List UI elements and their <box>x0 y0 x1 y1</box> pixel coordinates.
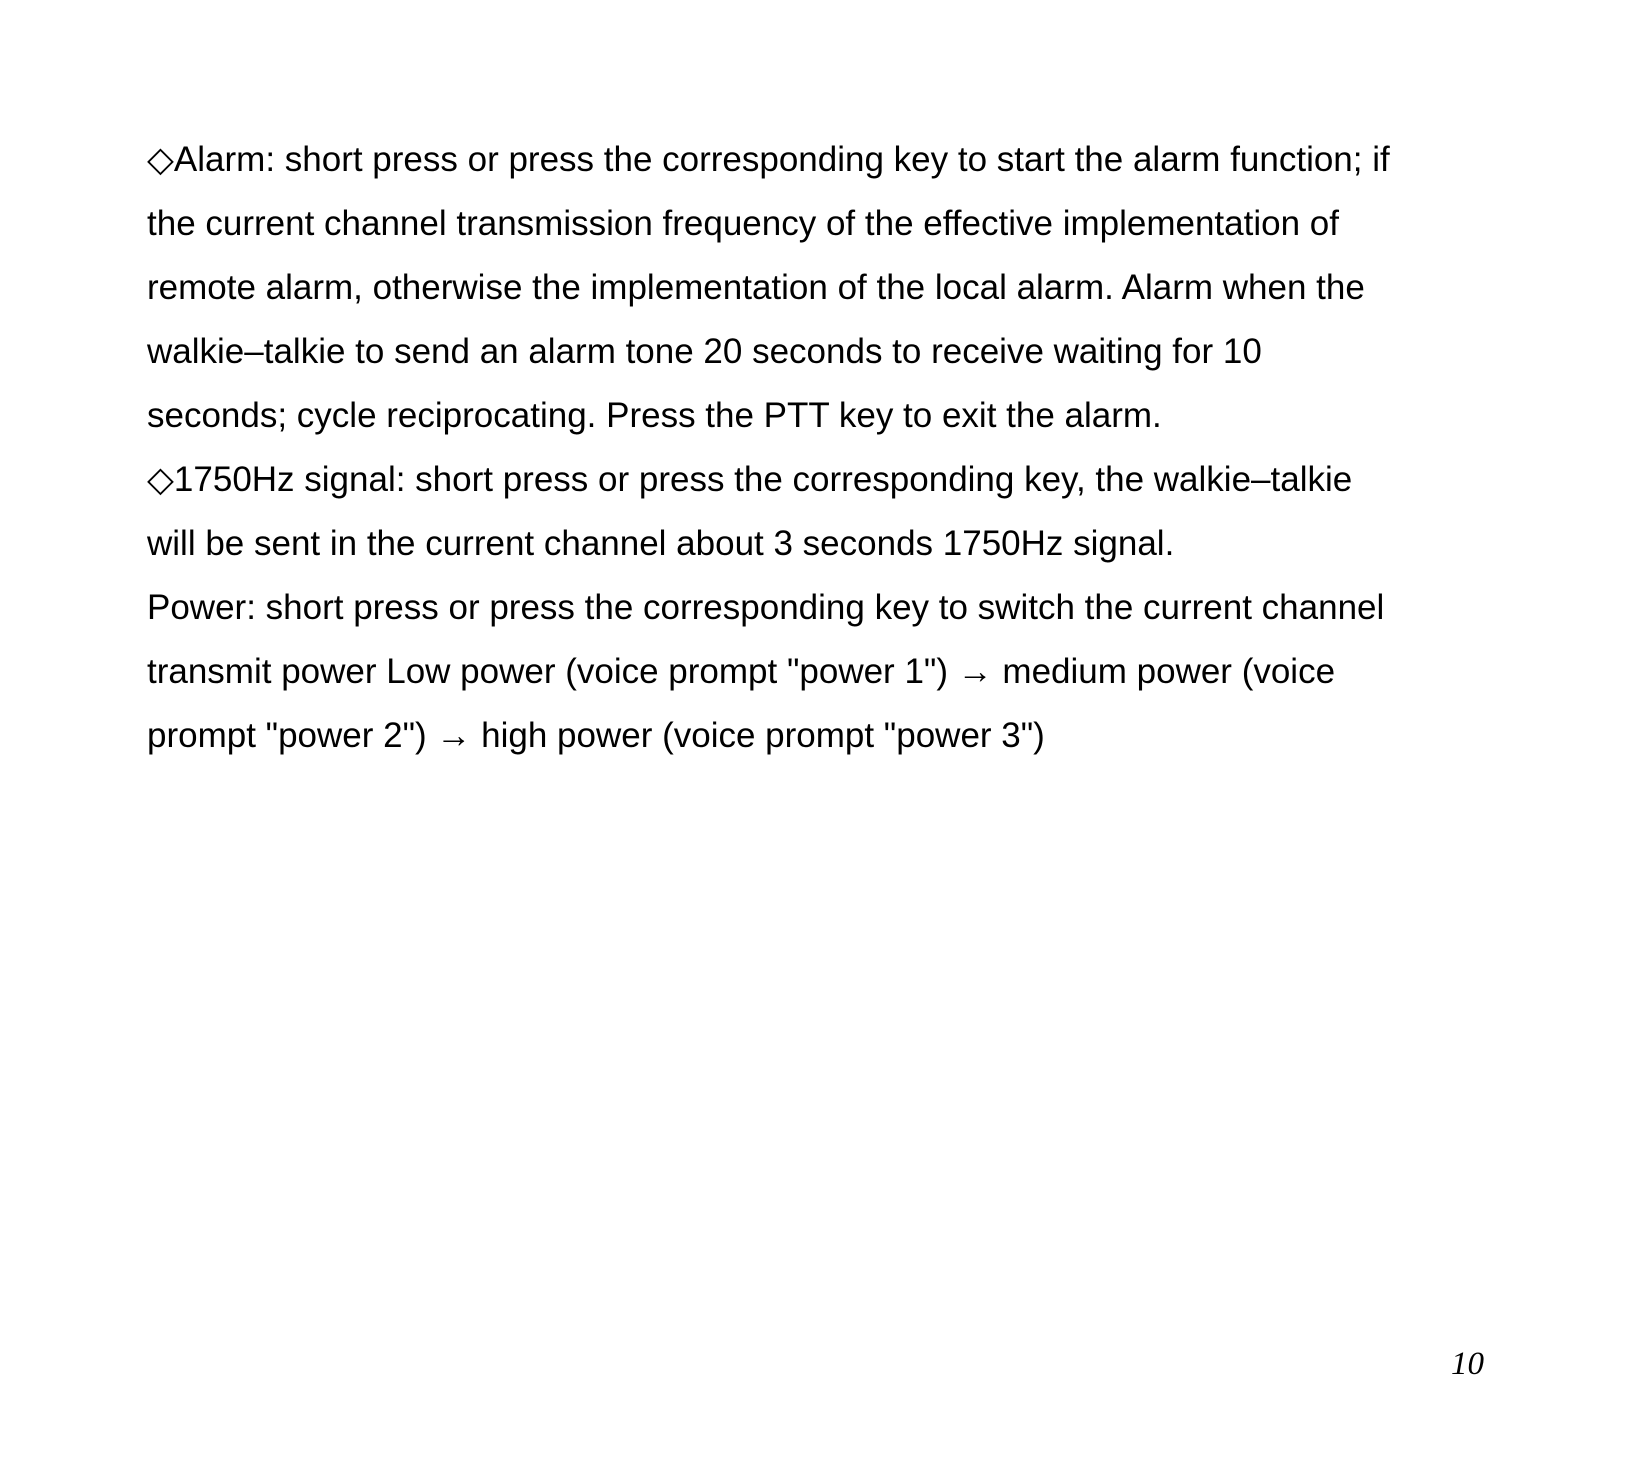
paragraph-line: will be sent in the current channel about 3 seconds 1750Hz signal. <box>147 524 1175 563</box>
paragraph-line: prompt "power 2") → high power (voice prompt "power 3") <box>147 716 1045 755</box>
paragraph-line: transmit power Low power (voice prompt "power 1") → medium power (voice <box>147 652 1336 691</box>
paragraph-line: Power: short press or press the corresponding key to switch the current channel <box>147 588 1385 627</box>
paragraph-line: remote alarm, otherwise the implementation of the local alarm. Alarm when the <box>147 268 1365 307</box>
paragraph-line: ◇Alarm: short press or press the corresponding key to start the alarm function; if <box>147 140 1390 179</box>
alarm-paragraph <box>147 128 1507 448</box>
paragraph-line: ◇1750Hz signal: short press or press the corresponding key, the walkie–talkie <box>147 460 1353 499</box>
paragraph-line: the current channel transmission frequency of the effective implementation of <box>147 204 1339 243</box>
paragraph-line: seconds; cycle reciprocating. Press the PTT key to exit the alarm. <box>147 396 1162 435</box>
power-paragraph <box>147 576 1507 768</box>
page-content <box>147 128 1507 768</box>
signal-1750hz-paragraph <box>147 448 1507 576</box>
paragraph-line: walkie–talkie to send an alarm tone 20 seconds to receive waiting for 10 <box>147 332 1262 371</box>
page-number: 10 <box>1451 1346 1484 1382</box>
